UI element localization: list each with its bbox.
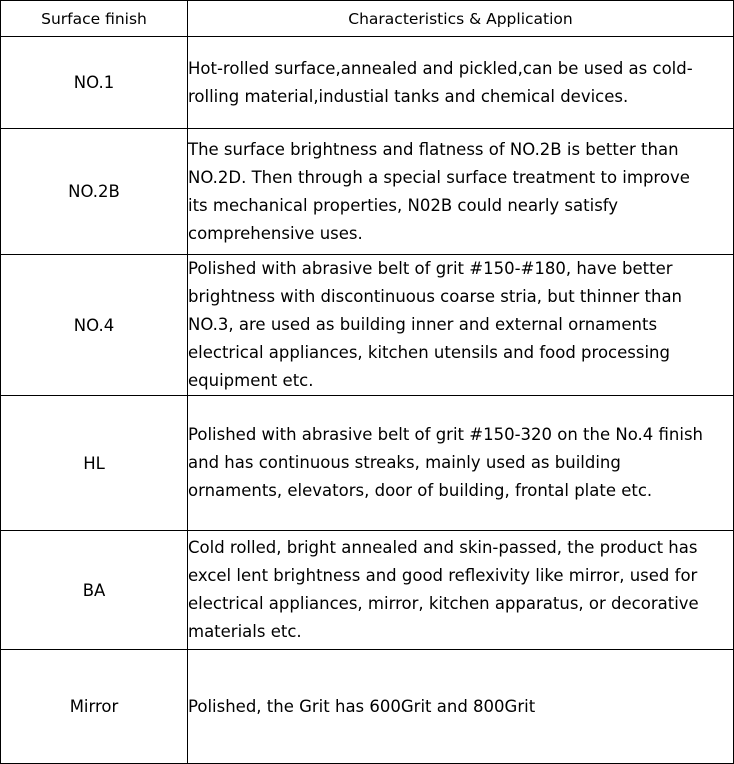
finish-name-cell: NO.2B xyxy=(1,129,188,255)
table-row xyxy=(1,650,734,764)
table-row xyxy=(1,396,734,531)
characteristics-cell: Polished, the Grit has 600Grit and 800Grit xyxy=(188,650,734,764)
finish-name-cell: BA xyxy=(1,531,188,650)
finish-name-cell: NO.4 xyxy=(1,255,188,396)
finish-name-cell: Mirror xyxy=(1,650,188,764)
characteristics-cell: Hot-rolled surface,annealed and pickled,can be used as cold- rolling material,industial tanks and chemical devices. xyxy=(188,37,734,129)
finish-name-cell: HL xyxy=(1,396,188,531)
table-header xyxy=(1,1,734,37)
table-row xyxy=(1,129,734,255)
table-body xyxy=(1,37,734,764)
table-row xyxy=(1,37,734,129)
characteristics-cell: The surface brightness and flatness of NO.2B is better than NO.2D. Then through a special surface treatment to improve its mechanical properties, N02B could nearly satisfy comprehensive uses. xyxy=(188,129,734,255)
finish-name-cell: NO.1 xyxy=(1,37,188,129)
characteristics-cell: Cold rolled, bright annealed and skin-passed, the product has excel lent brightness and good reflexivity like mirror, used for electrical appliances, mirror, kitchen apparatus, or decorative materials etc. xyxy=(188,531,734,650)
table-row xyxy=(1,531,734,650)
header-characteristics: Characteristics & Application xyxy=(188,1,734,37)
characteristics-cell: Polished with abrasive belt of grit #150-#180, have better brightness with discontinuous coarse stria, but thinner than NO.3, are used as building inner and external ornaments electrical appliances, kitchen utensils and food processing equipment etc. xyxy=(188,255,734,396)
header-row xyxy=(1,1,734,37)
characteristics-cell: Polished with abrasive belt of grit #150-320 on the No.4 finish and has continuous streaks, mainly used as building ornaments, elevators, door of building, frontal plate etc. xyxy=(188,396,734,531)
header-surface-finish: Surface finish xyxy=(1,1,188,37)
table-row xyxy=(1,255,734,396)
